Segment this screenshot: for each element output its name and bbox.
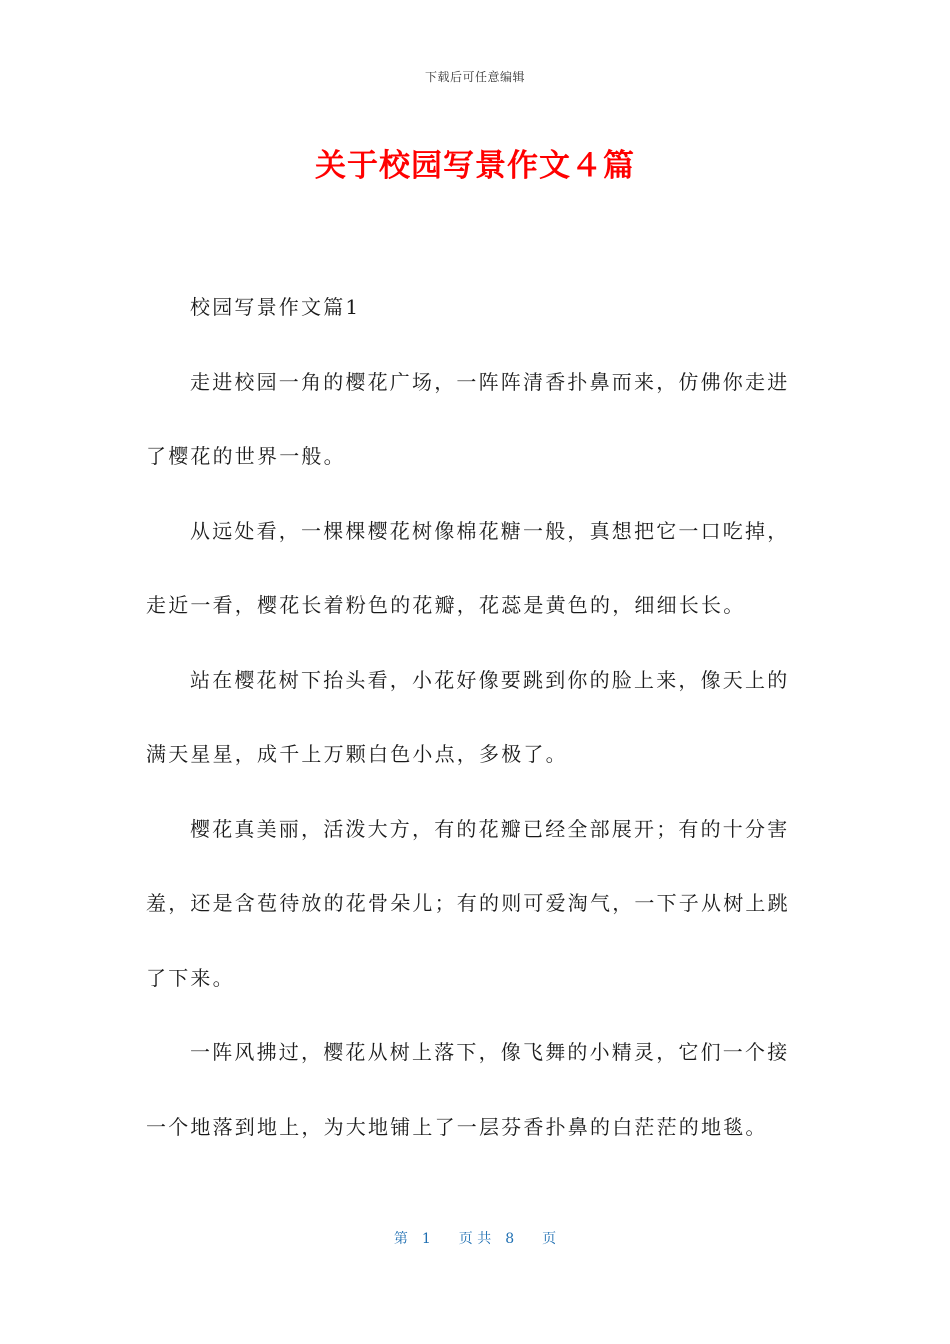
- section-heading: 校园写景作文篇1: [190, 295, 361, 319]
- header-note: 下载后可任意编辑: [424, 70, 525, 84]
- document-title: 关于校园写景作文４篇: [315, 148, 635, 184]
- document-body: [146, 270, 796, 1164]
- paragraph: 一阵风拂过，樱花从树上落下，像飞舞的小精灵，它们一个接一个地落到地上，为大地铺上了一层芬香扑鼻的白茫茫的地毯。: [146, 1040, 790, 1139]
- page-number-footer: 第 1 页 共 8 页: [393, 1231, 557, 1247]
- paragraph: 从远处看，一棵棵樱花树像棉花糖一般，真想把它一口吃掉，走近一看，樱花长着粉色的花瓣，花蕊是黄色的，细细长长。: [146, 518, 790, 617]
- paragraph: 站在樱花树下抬头看，小花好像要跳到你的脸上来，像天上的满天星星，成千上万颗白色小点，多极了。: [146, 667, 790, 766]
- paragraph: 樱花真美丽，活泼大方，有的花瓣已经全部展开；有的十分害羞，还是含苞待放的花骨朵儿；有的则可爱淘气，一下子从树上跳了下来。: [146, 816, 790, 990]
- paragraph: 走进校园一角的樱花广场，一阵阵清香扑鼻而来，仿佛你走进了樱花的世界一般。: [146, 369, 790, 468]
